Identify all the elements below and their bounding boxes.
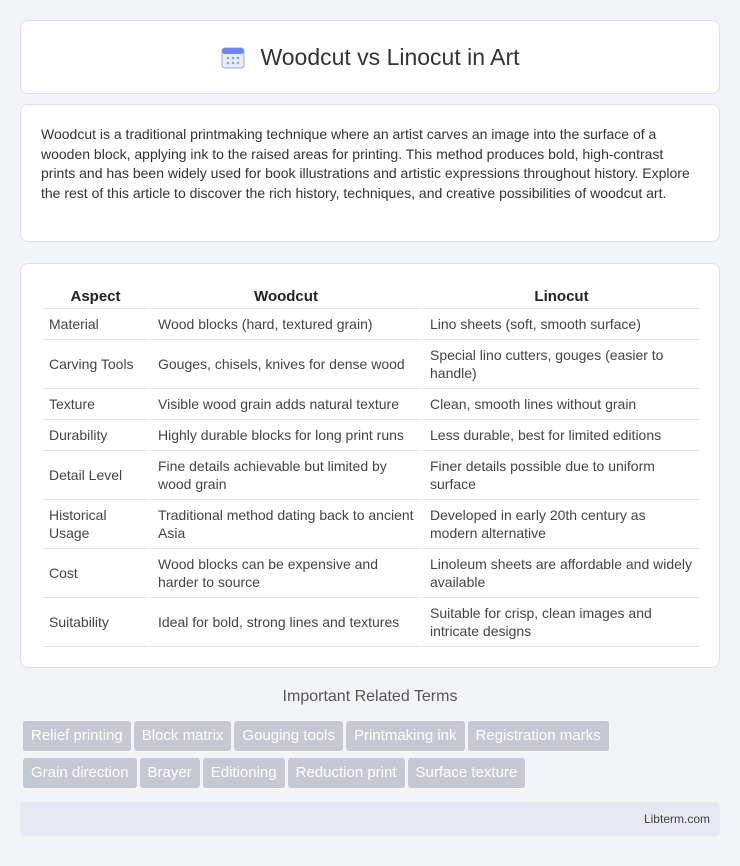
- tag-relief-printing[interactable]: Relief printing: [23, 721, 131, 751]
- header-aspect: Aspect: [43, 284, 148, 309]
- row-linocut: Suitable for crisp, clean images and intricate designs: [420, 598, 699, 647]
- tag-grain-direction[interactable]: Grain direction: [23, 758, 137, 788]
- table-row: [43, 598, 699, 647]
- row-linocut: Clean, smooth lines without grain: [420, 389, 699, 420]
- row-woodcut: Traditional method dating back to ancient Asia: [148, 500, 420, 549]
- row-woodcut: Visible wood grain adds natural texture: [148, 389, 420, 420]
- row-woodcut: Gouges, chisels, knives for dense wood: [148, 340, 420, 389]
- table-row: [43, 309, 699, 340]
- tag-editioning[interactable]: Editioning: [203, 758, 285, 788]
- tag-block-matrix[interactable]: Block matrix: [134, 721, 232, 751]
- tag-brayer[interactable]: Brayer: [140, 758, 200, 788]
- calendar-icon: [220, 44, 246, 70]
- header-woodcut: Woodcut: [148, 284, 420, 309]
- row-woodcut: Highly durable blocks for long print runs: [148, 420, 420, 451]
- row-aspect: Durability: [43, 420, 148, 451]
- tag-gouging-tools[interactable]: Gouging tools: [234, 721, 343, 751]
- comparison-table: [43, 284, 699, 647]
- row-linocut: Linoleum sheets are affordable and widely available: [420, 549, 699, 598]
- comparison-table-card: [20, 263, 720, 668]
- row-aspect: Detail Level: [43, 451, 148, 500]
- footer: [20, 802, 720, 836]
- row-aspect: Suitability: [43, 598, 148, 647]
- header-card: [20, 20, 720, 94]
- row-aspect: Cost: [43, 549, 148, 598]
- row-linocut: Special lino cutters, gouges (easier to handle): [420, 340, 699, 389]
- table-row: [43, 451, 699, 500]
- related-terms-title: Important Related Terms: [282, 688, 458, 705]
- intro-text: Woodcut is a traditional printmaking technique where an artist carves an image into the surface of a wooden block, applying ink to the raised areas for printing. This method produces bold, high-contrast prints and has been widely used for book illustrations and artistic expressions throughout history. Explore the rest of this article to discover the rich history, techniques, and creative possibilities of woodcut art.: [41, 126, 690, 201]
- related-terms-tags: [23, 721, 723, 795]
- row-aspect: Material: [43, 309, 148, 340]
- row-woodcut: Fine details achievable but limited by wood grain: [148, 451, 420, 500]
- header-linocut: Linocut: [420, 284, 699, 309]
- table-row: [43, 340, 699, 389]
- row-woodcut: Wood blocks can be expensive and harder to source: [148, 549, 420, 598]
- row-aspect: Carving Tools: [43, 340, 148, 389]
- table-row: [43, 549, 699, 598]
- page-title: Woodcut vs Linocut in Art: [260, 43, 520, 70]
- tag-registration-marks[interactable]: Registration marks: [468, 721, 609, 751]
- row-linocut: Finer details possible due to uniform surface: [420, 451, 699, 500]
- row-woodcut: Wood blocks (hard, textured grain): [148, 309, 420, 340]
- row-linocut: Less durable, best for limited editions: [420, 420, 699, 451]
- tag-printmaking-ink[interactable]: Printmaking ink: [346, 721, 465, 751]
- row-woodcut: Ideal for bold, strong lines and textures: [148, 598, 420, 647]
- row-linocut: Developed in early 20th century as modern alternative: [420, 500, 699, 549]
- table-row: [43, 500, 699, 549]
- tag-reduction-print[interactable]: Reduction print: [288, 758, 405, 788]
- row-aspect: Texture: [43, 389, 148, 420]
- row-aspect: Historical Usage: [43, 500, 148, 549]
- tag-surface-texture[interactable]: Surface texture: [408, 758, 526, 788]
- table-row: [43, 420, 699, 451]
- intro-card: [20, 104, 720, 242]
- footer-link[interactable]: Libterm.com: [643, 812, 710, 826]
- table-row: [43, 389, 699, 420]
- row-linocut: Lino sheets (soft, smooth surface): [420, 309, 699, 340]
- table-header-row: [43, 284, 699, 309]
